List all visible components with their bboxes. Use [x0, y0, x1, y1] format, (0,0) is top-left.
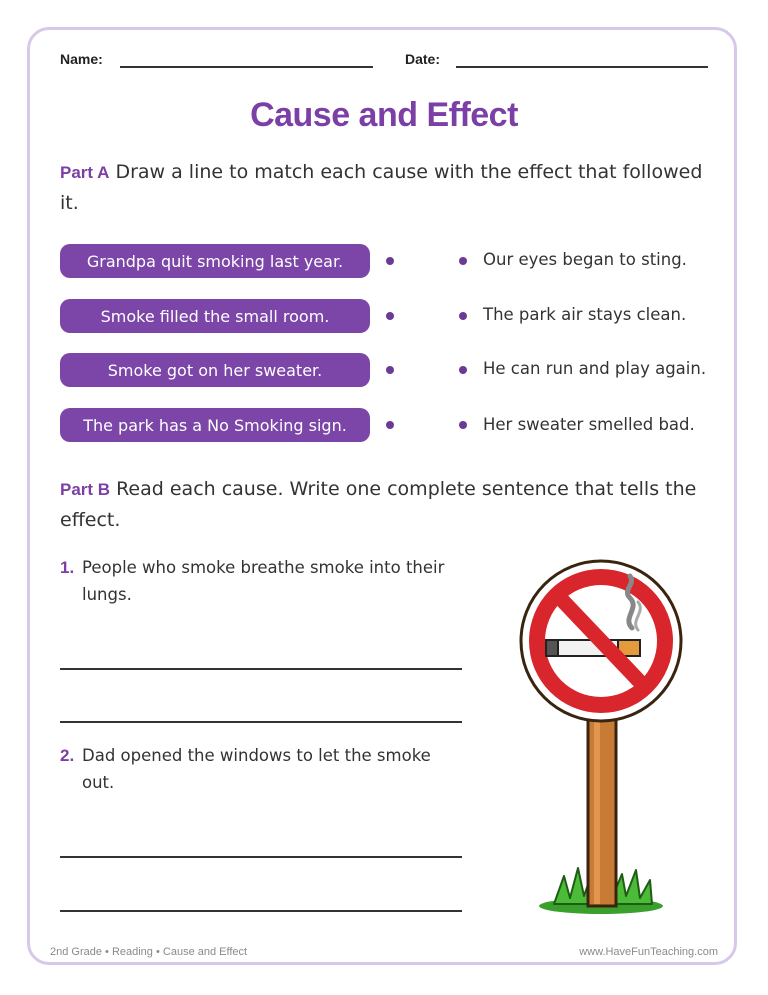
part-b-instruction	[60, 474, 720, 535]
date-field[interactable]	[456, 66, 708, 68]
effect-4: Her sweater smelled bad.	[483, 415, 695, 434]
date-label: Date:	[405, 51, 441, 67]
effect-dot-3[interactable]	[459, 366, 467, 374]
no-smoking-sign-icon	[512, 558, 692, 923]
cause-dot-3[interactable]	[386, 366, 394, 374]
effect-dot-2[interactable]	[459, 312, 467, 320]
part-a-tag: Part A	[60, 163, 110, 182]
cause-4: The park has a No Smoking sign.	[60, 408, 370, 442]
cause-dot-4[interactable]	[386, 421, 394, 429]
effect-2: The park air stays clean.	[483, 305, 687, 324]
effect-dot-1[interactable]	[459, 257, 467, 265]
effect-3: He can run and play again.	[483, 359, 707, 378]
cause-2: Smoke filled the small room.	[60, 299, 370, 333]
question-2-text: Dad opened the windows to let the smoke out.	[82, 746, 431, 792]
cause-1: Grandpa quit smoking last year.	[60, 244, 370, 278]
answer-1-line-2[interactable]	[60, 721, 462, 723]
effect-dot-4[interactable]	[459, 421, 467, 429]
answer-1-line-1[interactable]	[60, 668, 462, 670]
footer-website: www.HaveFunTeaching.com	[579, 946, 718, 958]
question-1-number: 1.	[60, 558, 75, 577]
cause-3: Smoke got on her sweater.	[60, 353, 370, 387]
cause-dot-2[interactable]	[386, 312, 394, 320]
page-title: Cause and Effect	[250, 96, 518, 134]
part-a-instruction	[60, 157, 720, 218]
name-label: Name:	[60, 51, 103, 67]
part-b-text: Read each cause. Write one complete sentence that tells the effect.	[60, 478, 697, 531]
part-b-tag: Part B	[60, 480, 111, 499]
question-1-text: People who smoke breathe smoke into their lungs.	[82, 558, 445, 604]
cause-dot-1[interactable]	[386, 257, 394, 265]
part-a-text: Draw a line to match each cause with the effect that followed it.	[60, 161, 703, 214]
name-field[interactable]	[120, 66, 373, 68]
effect-1: Our eyes began to sting.	[483, 250, 687, 269]
answer-2-line-1[interactable]	[60, 856, 462, 858]
answer-2-line-2[interactable]	[60, 910, 462, 912]
footer-breadcrumb: 2nd Grade • Reading • Cause and Effect	[50, 946, 248, 958]
question-2-number: 2.	[60, 746, 75, 765]
